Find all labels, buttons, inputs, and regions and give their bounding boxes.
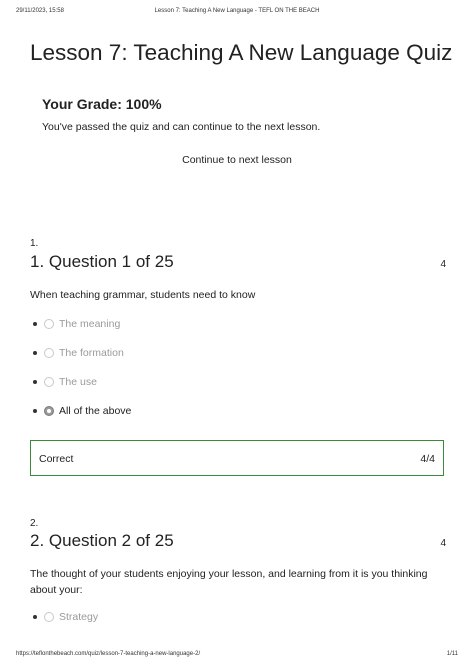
grade-message: You've passed the quiz and can continue to the next lesson. bbox=[42, 121, 321, 133]
answer-label: Strategy bbox=[59, 611, 99, 623]
print-datetime: 29/11/2023, 15:58 bbox=[16, 8, 64, 14]
radio-checked-icon[interactable] bbox=[44, 406, 54, 416]
grade-title: Your Grade: 100% bbox=[42, 96, 162, 112]
question-2-answer-1[interactable] bbox=[30, 605, 98, 629]
question-2-points: 4 bbox=[440, 538, 446, 549]
result-score: 4/4 bbox=[420, 453, 435, 465]
question-2-answer-list bbox=[30, 605, 98, 629]
question-1-answer-2[interactable] bbox=[30, 338, 131, 367]
question-1-result-box bbox=[30, 440, 444, 476]
radio-unchecked-icon[interactable] bbox=[44, 319, 54, 329]
bullet-icon bbox=[33, 409, 37, 413]
print-header bbox=[16, 8, 458, 18]
question-1-text: When teaching grammar, students need to know bbox=[30, 289, 256, 301]
question-1-answer-4[interactable] bbox=[30, 396, 131, 425]
answer-label: The formation bbox=[59, 346, 124, 359]
quiz-title: Lesson 7: Teaching A New Language Quiz bbox=[30, 40, 453, 65]
question-1-answer-3[interactable] bbox=[30, 367, 131, 396]
question-1-heading: 1. Question 1 of 25 bbox=[30, 252, 174, 271]
radio-unchecked-icon[interactable] bbox=[44, 612, 54, 622]
question-1-answer-1[interactable] bbox=[30, 309, 131, 338]
answer-label: The use bbox=[59, 375, 97, 388]
answer-label: All of the above bbox=[59, 404, 132, 417]
bullet-icon bbox=[33, 351, 37, 355]
answer-label: The meaning bbox=[59, 317, 121, 330]
result-label: Correct bbox=[39, 453, 74, 465]
question-2-number: 2. bbox=[30, 518, 39, 529]
continue-to-next-lesson-link[interactable]: Continue to next lesson bbox=[182, 154, 292, 166]
bullet-icon bbox=[33, 615, 37, 619]
question-2-heading: 2. Question 2 of 25 bbox=[30, 531, 174, 550]
radio-unchecked-icon[interactable] bbox=[44, 348, 54, 358]
bullet-icon bbox=[33, 322, 37, 326]
question-1-number: 1. bbox=[30, 238, 39, 249]
print-page-number: 1/11 bbox=[446, 651, 458, 657]
print-footer bbox=[16, 651, 458, 661]
radio-unchecked-icon[interactable] bbox=[44, 377, 54, 387]
question-2-text: The thought of your students enjoying your lesson, and learning from it is you thinking about your: bbox=[30, 568, 428, 596]
question-1-answer-list bbox=[30, 309, 131, 425]
print-url: https://teflonthebeach.com/quiz/lesson-7-teaching-a-new-language-2/ bbox=[16, 651, 201, 657]
bullet-icon bbox=[33, 380, 37, 384]
print-page-title: Lesson 7: Teaching A New Language - TEFL ON THE BEACH bbox=[154, 8, 320, 14]
question-1-points: 4 bbox=[440, 259, 446, 270]
